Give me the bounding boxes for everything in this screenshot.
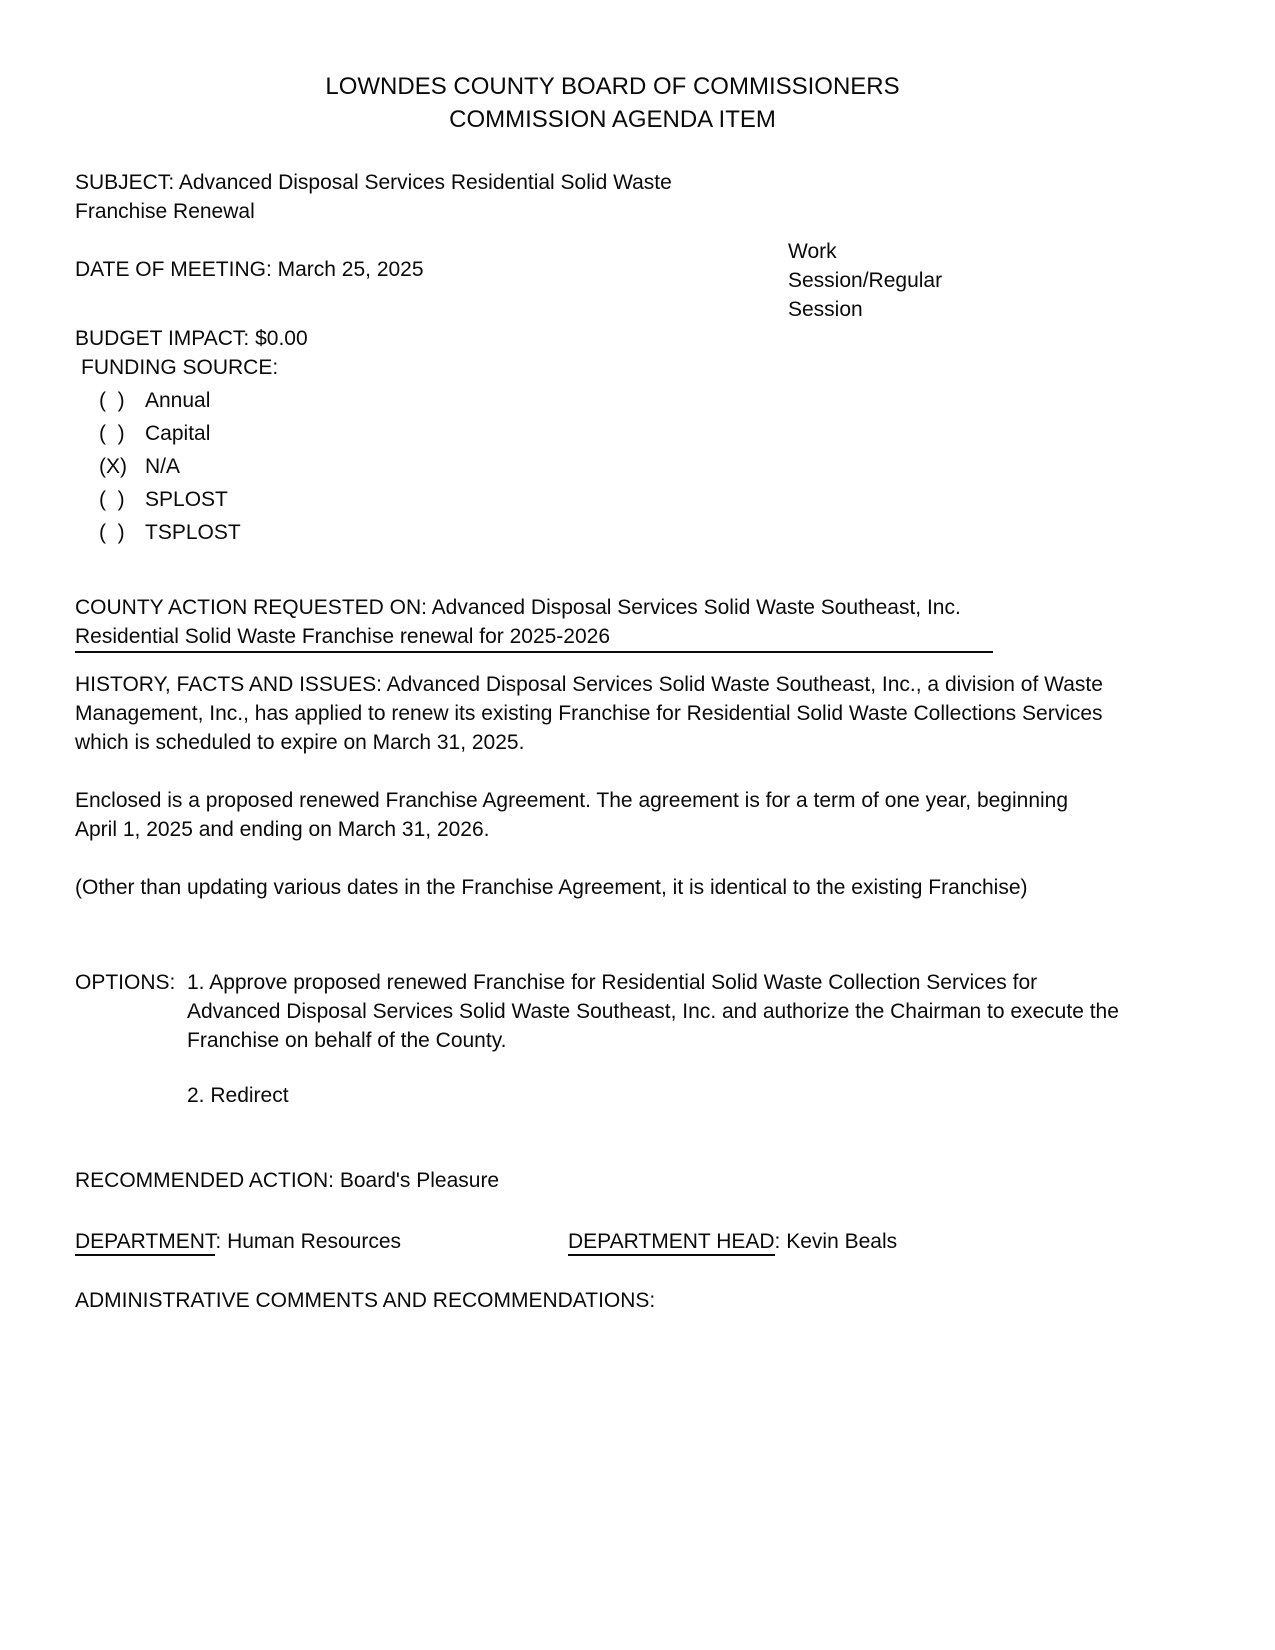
department-head-field xyxy=(568,1227,897,1256)
recommended-action: RECOMMENDED ACTION: Board's Pleasure xyxy=(75,1169,500,1192)
enclosed-line1: Enclosed is a proposed renewed Franchise Agreement. The agreement is for a term of one year, beginning xyxy=(75,789,1069,812)
session-type-line2: Session/Regular xyxy=(788,269,943,292)
subject-block xyxy=(75,168,1215,226)
session-type-line3: Session xyxy=(788,298,863,321)
department-value: : Human Resources xyxy=(215,1230,401,1253)
funding-option-capital-label: Capital xyxy=(145,422,211,445)
enclosed-line2: April 1, 2025 and ending on March 31, 2026. xyxy=(75,818,490,841)
options-section xyxy=(75,968,1215,1055)
meeting-date: DATE OF MEETING: March 25, 2025 xyxy=(75,258,424,281)
session-type-line1: Work xyxy=(788,240,837,263)
funding-source-label: FUNDING SOURCE: xyxy=(81,356,279,379)
checkbox-mark-capital: ( ) xyxy=(99,422,125,445)
option-1-line3: Franchise on behalf of the County. xyxy=(187,1029,507,1052)
checkbox-mark-tsplost: ( ) xyxy=(99,521,125,544)
department-label: DEPARTMENT xyxy=(75,1230,215,1256)
document-subtitle: COMMISSION AGENDA ITEM xyxy=(449,106,776,133)
checkbox-mark-na-checked: (X) xyxy=(99,455,127,478)
document-header xyxy=(75,70,1150,136)
funding-option-na-label: N/A xyxy=(145,455,181,478)
department-row xyxy=(75,1227,1215,1256)
county-action-line2: Residential Solid Waste Franchise renewal for 2025-2026 xyxy=(75,625,611,648)
subject-text-line1: SUBJECT: Advanced Disposal Services Residential Solid Waste xyxy=(75,171,672,194)
history-line3: which is scheduled to expire on March 31, 2025. xyxy=(75,731,525,754)
checkbox-mark-annual: ( ) xyxy=(99,389,125,412)
funding-option-tsplost xyxy=(75,516,1215,549)
note-paragraph: (Other than updating various dates in the Franchise Agreement, it is identical to the existing Franchise) xyxy=(75,876,1028,899)
funding-option-tsplost-label: TSPLOST xyxy=(145,521,241,544)
enclosed-paragraph xyxy=(75,786,1215,844)
session-type xyxy=(788,237,988,324)
department-head-value: : Kevin Beals xyxy=(774,1230,898,1253)
department-head-label: DEPARTMENT HEAD xyxy=(568,1230,775,1256)
checkbox-mark-splost: ( ) xyxy=(99,488,125,511)
funding-option-capital xyxy=(75,417,1215,450)
history-facts-issues xyxy=(75,670,1215,757)
budget-impact: BUDGET IMPACT: $0.00 xyxy=(75,327,308,350)
options-label: OPTIONS: xyxy=(75,971,176,994)
document-title: LOWNDES COUNTY BOARD OF COMMISSIONERS xyxy=(325,73,900,100)
funding-option-annual-label: Annual xyxy=(145,389,211,412)
option-1-line1: 1. Approve proposed renewed Franchise for Residential Solid Waste Collection Services for xyxy=(187,971,1038,994)
option-1-line2: Advanced Disposal Services Solid Waste Southeast, Inc. and authorize the Chairman to execute the xyxy=(187,1000,1119,1023)
administrative-comments-heading: ADMINISTRATIVE COMMENTS AND RECOMMENDATIONS: xyxy=(75,1289,656,1312)
funding-option-na xyxy=(75,450,1215,483)
option-2: 2. Redirect xyxy=(187,1084,289,1107)
subject-text-line2: Franchise Renewal xyxy=(75,200,255,223)
option-1 xyxy=(187,968,1119,1055)
funding-option-annual xyxy=(75,384,1215,417)
county-action-requested xyxy=(75,593,993,653)
history-line1: HISTORY, FACTS AND ISSUES: Advanced Disposal Services Solid Waste Southeast, Inc., a division of Waste xyxy=(75,673,1103,696)
funding-source-list xyxy=(75,384,1215,549)
history-line2: Management, Inc., has applied to renew its existing Franchise for Residential Solid Waste Collections Services xyxy=(75,702,1103,725)
funding-option-splost-label: SPLOST xyxy=(145,488,228,511)
county-action-line1: COUNTY ACTION REQUESTED ON: Advanced Disposal Services Solid Waste Southeast, Inc. xyxy=(75,596,961,619)
funding-option-splost xyxy=(75,483,1215,516)
